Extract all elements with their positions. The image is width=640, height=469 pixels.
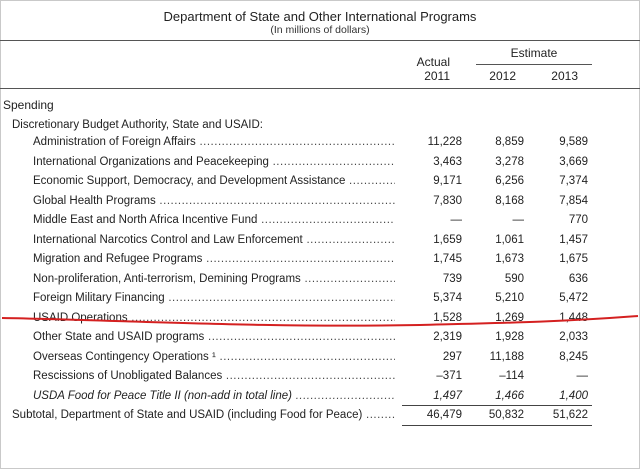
- cell-v2012: 1,673: [495, 253, 524, 265]
- actual-header: Actual: [416, 55, 450, 69]
- cell-v2011: 11,228: [427, 136, 462, 148]
- row-label: Non-proliferation, Anti-terrorism, Demining Programs .....: [33, 273, 395, 288]
- row-label: International Organizations and Peacekeeping .....: [33, 156, 395, 171]
- table-row: [0, 232, 640, 252]
- subtotal-v2013: 51,622: [552, 409, 588, 421]
- cell-v2012: 5,210: [495, 292, 524, 304]
- table-row: [0, 349, 640, 369]
- cell-v2012: 8,168: [495, 194, 524, 207]
- cell-v2012: —: [512, 214, 524, 226]
- row-label: USDA Food for Peace Title II (non-add in total line) .....: [33, 390, 395, 405]
- row-label: Foreign Military Financing .....: [33, 292, 395, 307]
- year-2013-header: 2013: [551, 69, 578, 83]
- row-label: Overseas Contingency Operations ¹ .....: [33, 351, 395, 366]
- cell-v2012: 1,061: [495, 233, 524, 246]
- header-rule: [0, 88, 640, 89]
- cell-v2011: 297: [442, 350, 462, 363]
- actual-year-header: 2011: [424, 69, 450, 83]
- cell-v2012: 11,188: [489, 350, 524, 363]
- row-label: International Narcotics Control and Law Enforcement .....: [33, 234, 395, 249]
- cell-v2013: 7,374: [559, 175, 588, 187]
- table-row: [0, 134, 640, 154]
- cell-v2013: 1,400: [559, 389, 588, 402]
- table-row: [0, 310, 640, 330]
- cell-v2013: 1,448: [559, 311, 588, 324]
- subsection-heading: Discretionary Budget Authority, State and USAID:: [12, 119, 263, 131]
- cell-v2012: 1,928: [495, 331, 524, 343]
- cell-v2013: 3,669: [559, 155, 588, 168]
- subtotal-row: [0, 407, 640, 427]
- cell-v2013: 5,472: [559, 292, 588, 304]
- cell-v2011: 1,659: [433, 233, 462, 246]
- table-title: Department of State and Other International Programs: [163, 9, 477, 24]
- subtotal-v2012: 50,832: [488, 409, 524, 421]
- subtotal-label: Subtotal, Department of State and USAID (including Food for Peace) .....: [12, 409, 395, 424]
- cell-v2011: 1,528: [433, 311, 462, 324]
- top-rule: [0, 40, 640, 41]
- table-row: [0, 368, 640, 388]
- table-row: [0, 154, 640, 174]
- subtotal-rule: [402, 425, 592, 426]
- estimate-rule: [476, 64, 592, 65]
- cell-v2013: 2,033: [559, 331, 588, 343]
- subtotal-v2011: 46,479: [426, 409, 462, 421]
- year-2012-header: 2012: [489, 69, 516, 83]
- row-label: USAID Operations .....: [33, 312, 395, 327]
- row-label: Economic Support, Democracy, and Development Assistance .....: [33, 175, 395, 190]
- row-label: Global Health Programs .....: [33, 195, 395, 210]
- cell-v2012: 1,466: [495, 389, 524, 402]
- table-row: [0, 271, 640, 291]
- row-label: Middle East and North Africa Incentive Fund .....: [33, 214, 395, 229]
- cell-v2013: 7,854: [559, 194, 588, 207]
- row-label: Rescissions of Unobligated Balances .....: [33, 370, 395, 385]
- cell-v2012: 590: [504, 272, 524, 285]
- cell-v2011: 1,497: [433, 389, 462, 402]
- row-label: Other State and USAID programs .....: [33, 331, 395, 346]
- cell-v2011: 1,745: [433, 253, 462, 265]
- cell-v2011: –371: [436, 370, 462, 382]
- table-row: [0, 329, 640, 349]
- cell-v2013: —: [576, 370, 588, 382]
- table-row: [0, 173, 640, 193]
- cell-v2012: 8,859: [495, 136, 524, 148]
- row-label: Migration and Refugee Programs .....: [33, 253, 395, 268]
- cell-v2012: 6,256: [495, 175, 524, 187]
- cell-v2012: –114: [499, 370, 524, 382]
- cell-v2013: 1,457: [559, 233, 588, 246]
- cell-v2013: 8,245: [559, 350, 588, 363]
- row-label: Administration of Foreign Affairs .....: [33, 136, 395, 151]
- cell-v2011: 739: [442, 272, 462, 285]
- cell-v2013: 9,589: [559, 136, 588, 148]
- cell-v2011: —: [450, 214, 462, 226]
- cell-v2011: 3,463: [433, 155, 462, 168]
- cell-v2013: 1,675: [559, 253, 588, 265]
- table-row: [0, 290, 640, 310]
- cell-v2012: 3,278: [495, 155, 524, 168]
- cell-v2013: 636: [568, 272, 588, 285]
- table-row: [0, 193, 640, 213]
- table-row: [0, 212, 640, 232]
- section-heading: Spending: [3, 98, 54, 112]
- table-row: [0, 251, 640, 271]
- cell-v2011: 5,374: [433, 292, 462, 304]
- cell-v2011: 2,319: [433, 331, 462, 343]
- cell-v2011: 7,830: [433, 194, 462, 207]
- table-subtitle: (In millions of dollars): [270, 24, 370, 36]
- estimate-header: Estimate: [510, 46, 558, 60]
- cell-v2013: 770: [568, 214, 588, 226]
- total-rule-top: [402, 405, 592, 406]
- cell-v2011: 9,171: [433, 175, 462, 187]
- cell-v2012: 1,269: [495, 311, 524, 324]
